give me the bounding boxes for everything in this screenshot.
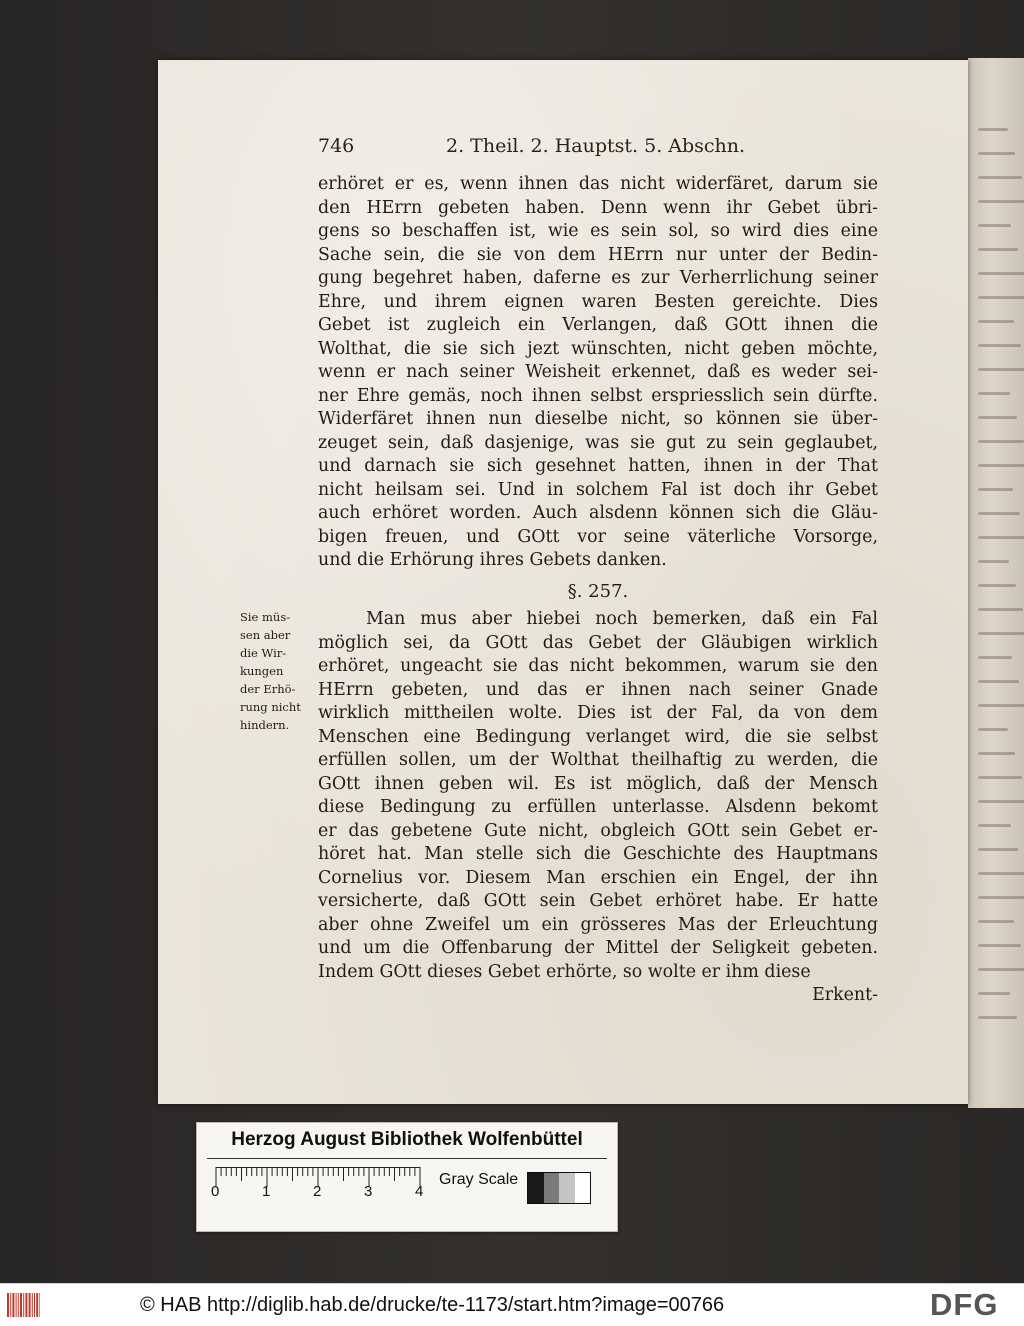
show-through-line — [978, 128, 1008, 131]
show-through-line — [978, 752, 1015, 755]
block-1-line: wenn er nach seiner Weisheit erkennet, daß es weder sei- — [318, 362, 878, 382]
block-1-line: Ehre, und ihrem eignen waren Besten gereichte. Dies — [318, 291, 878, 312]
hab-barcode-icon — [6, 1291, 40, 1319]
block-2-line: HErrn gebeten, und das er ihnen nach seiner Gnade — [318, 679, 878, 700]
grayscale-label: Gray Scale — [439, 1171, 519, 1188]
grayscale-patch — [528, 1173, 544, 1203]
text-block-1 — [318, 173, 878, 573]
show-through-line — [978, 416, 1017, 419]
block-1-line: Wolthat, die sie sich jezt wünschten, nicht geben möchte, — [318, 338, 878, 359]
block-2-line: aber ohne Zweifel um ein grösseres Mas der Erleuchtung — [318, 914, 878, 935]
barcode-bar — [18, 1293, 19, 1317]
show-through-line — [978, 368, 1024, 371]
barcode-bar — [29, 1293, 31, 1317]
grayscale-patch — [575, 1173, 591, 1203]
show-through-line — [978, 632, 1024, 635]
show-through-line — [978, 680, 1019, 683]
show-through-line — [978, 464, 1024, 467]
show-through-line — [978, 968, 1024, 971]
show-through-line — [978, 656, 1012, 659]
show-through-line — [978, 296, 1024, 299]
marginal-note-line: kungen — [240, 664, 284, 678]
block-2-line: erfüllen sollen, um der Wolthat theilhaftig zu werden, die — [318, 750, 878, 770]
barcode-bar — [39, 1293, 40, 1317]
marginal-note-line: die Wir- — [240, 646, 287, 660]
block-1-line: ner Ehre gemäs, noch ihnen selbst erspriesslich sein dürfte. — [318, 385, 878, 406]
grayscale-patch — [544, 1173, 560, 1203]
block-2-line: wirklich mittheilen wolte. Dies ist der Fal, da von dem — [318, 703, 878, 723]
show-through-line — [978, 992, 1010, 995]
text-block-2 — [318, 608, 878, 984]
block-1-line: Sache sein, die sie von dem HErrn nur unter der Bedin- — [318, 244, 878, 265]
block-1-line: Gebet ist zugleich ein Verlangen, daß GOtt ihnen die — [318, 315, 878, 335]
block-1-line: gens so beschaffen ist, wie es sein sol, so wird dies eine — [318, 221, 878, 241]
section-number: §. 257. — [567, 581, 629, 602]
show-through-line — [978, 488, 1013, 491]
show-through-line — [978, 608, 1023, 611]
marginal-note — [240, 608, 320, 734]
block-1-line: zeuget sein, daß dasjenige, was sie gut zu sein geglaubet, — [318, 432, 878, 453]
marginal-note-line: hindern. — [240, 718, 290, 732]
block-2-line: er das gebetene Gute nicht, obgleich GOtt sein Gebet er- — [318, 820, 878, 841]
block-1-line: Widerfäret ihnen nun dieselbe nicht, so können sie über- — [318, 409, 878, 429]
block-2-line: erhöret, ungeacht sie das nicht bekommen, warum sie den — [318, 656, 878, 676]
block-2-line: Menschen eine Bedingung verlanget wird, die sie selbst — [318, 726, 878, 747]
marginal-note-line: sen aber — [240, 628, 291, 642]
dfg-logo: DFG — [930, 1287, 999, 1322]
show-through-line — [978, 392, 1010, 395]
show-through-line — [978, 896, 1024, 899]
show-through-line — [978, 272, 1024, 275]
catchword: Erkent- — [812, 985, 878, 1005]
page-number: 746 — [318, 135, 355, 157]
ruler-number: 3 — [364, 1183, 373, 1200]
barcode-bar — [10, 1293, 11, 1317]
block-1-line: erhöret er es, wenn ihnen das nicht widerfäret, darum sie — [318, 174, 878, 194]
marginal-note-line: rung nicht — [240, 700, 301, 714]
barcode-bar — [23, 1293, 24, 1317]
marginal-note-line: der Erhö- — [240, 682, 296, 696]
block-1-line: und darnach sie sich gesehnet hatten, ihnen in der That — [318, 456, 878, 476]
block-2-line: möglich sei, da GOtt das Gebet der Gläubigen wirklich — [318, 632, 878, 653]
grayscale-patch — [559, 1173, 575, 1203]
show-through-line — [978, 440, 1024, 443]
barcode-bar — [25, 1293, 27, 1317]
library-name: Herzog August Bibliothek Wolfenbüttel — [231, 1129, 583, 1150]
block-2-line: Indem GOtt dieses Gebet erhörte, so wolte er ihm diese — [318, 961, 811, 982]
color-scale-target — [196, 1122, 618, 1232]
show-through-line — [978, 176, 1022, 179]
block-2-line: höret hat. Man stelle sich die Geschichte des Hauptmans — [318, 844, 878, 864]
show-through-line — [978, 1016, 1017, 1019]
copyright-link[interactable]: © HAB http://diglib.hab.de/drucke/te-1173/start.htm?image=00766 — [140, 1294, 725, 1316]
ruler-number: 4 — [415, 1183, 424, 1200]
block-1-line: den HErrn gebeten haben. Denn wenn ihr Gebet übri- — [318, 197, 878, 218]
show-through-line — [978, 536, 1024, 539]
show-through-line — [978, 800, 1024, 803]
barcode-bar — [34, 1293, 35, 1317]
show-through-line — [978, 200, 1024, 203]
block-1-line: und die Erhörung ihres Gebets danken. — [318, 550, 667, 570]
barcode-bar — [12, 1293, 14, 1317]
barcode-bar — [32, 1293, 33, 1317]
grayscale-patches — [527, 1172, 591, 1204]
footer-bar — [0, 1283, 1024, 1326]
barcode-bar — [16, 1293, 17, 1317]
show-through-line — [978, 920, 1014, 923]
barcode-bar — [36, 1293, 38, 1317]
adjacent-page-edge — [968, 58, 1024, 1108]
block-1-line: nicht heilsam sei. Und in solchem Fal ist doch ihr Gebet — [318, 479, 878, 500]
barcode-bar — [7, 1293, 9, 1317]
block-2-line: versicherte, daß GOtt sein Gebet erhöret habe. Er hatte — [318, 891, 878, 911]
barcode-bar — [20, 1293, 22, 1317]
running-head — [318, 135, 878, 165]
block-1-line: gung begehret haben, daferne es zur Verherrlichung seiner — [318, 268, 878, 288]
show-through-line — [978, 248, 1018, 251]
block-1-line: bigen freuen, und GOtt vor seine väterliche Vorsorge, — [318, 526, 878, 547]
block-2-line: Cornelius vor. Diesem Man erschien ein Engel, der ihn — [318, 867, 878, 888]
show-through-line — [978, 728, 1008, 731]
show-through-line — [978, 848, 1018, 851]
ruler-number: 2 — [313, 1183, 322, 1200]
show-through-line — [978, 512, 1020, 515]
show-through-line — [978, 872, 1024, 875]
show-through-line — [978, 584, 1016, 587]
ruler-ticks — [215, 1167, 445, 1187]
show-through-line — [978, 824, 1011, 827]
show-through-line — [978, 560, 1009, 563]
marginal-note-line: Sie müs- — [240, 610, 291, 624]
block-2-line: Man mus aber hiebei noch bemerken, daß ein Fal — [366, 609, 878, 629]
show-through-line — [978, 776, 1022, 779]
target-divider — [207, 1158, 607, 1159]
show-through-line — [978, 344, 1021, 347]
running-title: 2. Theil. 2. Hauptst. 5. Abschn. — [446, 135, 746, 157]
show-through-line — [978, 704, 1024, 707]
show-through-line — [978, 152, 1015, 155]
ruler-number: 1 — [262, 1183, 271, 1200]
ruler-number: 0 — [211, 1183, 220, 1200]
show-through-line — [978, 944, 1021, 947]
block-1-line: auch erhöret worden. Auch alsdenn können sich die Gläu- — [318, 503, 878, 523]
show-through-line — [978, 224, 1011, 227]
show-through-line — [978, 320, 1014, 323]
block-2-line: diese Bedingung zu erfüllen unterlasse. Alsdenn bekomt — [318, 797, 878, 817]
block-2-line: GOtt ihnen geben wil. Es ist möglich, daß der Mensch — [318, 773, 878, 794]
block-2-line: und um die Offenbarung der Mittel der Seligkeit gebeten. — [318, 938, 878, 958]
